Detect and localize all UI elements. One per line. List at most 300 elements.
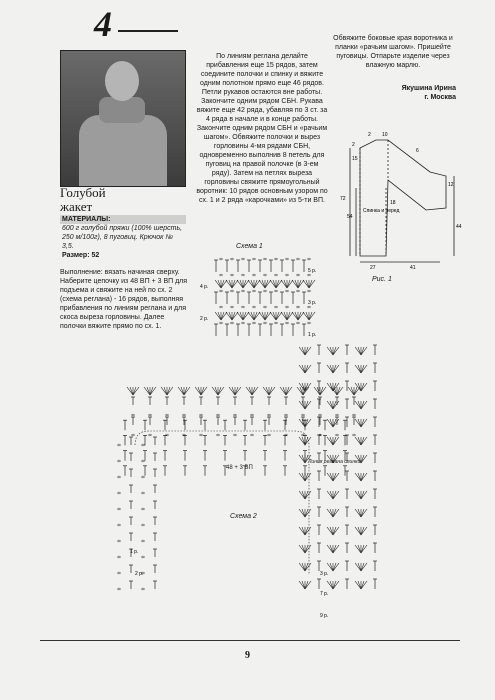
fan-stitch-symbol — [361, 581, 367, 589]
chain-symbol — [242, 274, 245, 276]
fan-stitch-symbol — [167, 387, 173, 395]
page-number: 9 — [245, 650, 250, 661]
fan-stitch-symbol — [305, 347, 311, 355]
fan-stitch-symbol — [198, 387, 201, 395]
fan-stitch-symbol — [358, 563, 361, 571]
chain-symbol — [251, 434, 254, 436]
fan-stitch-symbol — [286, 387, 292, 395]
fan-stitch-symbol — [361, 473, 364, 481]
figure-1-label: Рис. 1 — [372, 276, 392, 283]
fan-stitch-symbol — [306, 312, 309, 320]
chain-symbol — [217, 414, 220, 416]
fan-stitch-symbol — [237, 280, 243, 288]
row-label: 1 р. — [308, 332, 317, 338]
row-label: 3 р. — [320, 571, 329, 577]
chain-symbol — [142, 508, 145, 510]
fan-stitch-symbol — [333, 473, 339, 481]
fan-stitch-symbol — [246, 387, 252, 395]
dim-left-72: 72 — [340, 196, 346, 202]
chain-symbol — [308, 322, 311, 324]
fan-stitch-symbol — [292, 312, 298, 320]
chain-symbol — [285, 414, 288, 416]
materials-heading: МАТЕРИАЛЫ: — [60, 215, 186, 224]
fan-stitch-symbol — [144, 387, 150, 395]
fan-stitch-symbol — [226, 312, 232, 320]
chain-symbol — [166, 414, 169, 416]
fan-stitch-symbol — [305, 365, 311, 373]
fan-stitch-symbol — [248, 280, 254, 288]
fan-stitch-symbol — [295, 280, 298, 288]
fan-stitch-symbol — [305, 509, 308, 517]
fan-stitch-symbol — [333, 401, 339, 409]
scheme-2-chart — [95, 335, 455, 635]
fan-stitch-symbol — [284, 280, 287, 288]
fan-stitch-symbol — [361, 347, 367, 355]
chain-symbol — [142, 556, 145, 558]
chain-symbol — [253, 306, 256, 308]
garment-title: Голубой жакет — [60, 185, 106, 214]
row-label: 1 р. — [130, 549, 139, 555]
fan-stitch-symbol — [305, 563, 311, 571]
chain-symbol — [253, 322, 256, 324]
dim-top-6: 6 — [416, 148, 419, 154]
fan-stitch-symbol — [221, 280, 224, 288]
fan-stitch-symbol — [355, 581, 361, 589]
fan-stitch-symbol — [302, 383, 305, 391]
section-number: 4 — [94, 4, 112, 44]
fan-stitch-symbol — [150, 387, 156, 395]
dim-right-12: 12 — [448, 182, 454, 188]
fan-stitch-symbol — [305, 563, 308, 571]
fan-stitch-symbol — [305, 347, 308, 355]
fan-stitch-symbol — [358, 383, 361, 391]
fan-stitch-symbol — [266, 387, 269, 395]
fan-stitch-symbol — [299, 473, 305, 481]
fan-stitch-symbol — [327, 437, 333, 445]
chain-symbol — [242, 258, 245, 260]
chain-symbol — [264, 290, 267, 292]
fan-stitch-symbol — [361, 491, 367, 499]
fan-stitch-symbol — [299, 491, 305, 499]
fan-stitch-symbol — [327, 365, 333, 373]
fan-stitch-symbol — [133, 387, 139, 395]
fan-stitch-symbol — [333, 509, 336, 517]
dim-left-54: 54 — [347, 214, 353, 220]
raglan-line-label: Линия реглана спинки — [308, 459, 361, 465]
fan-stitch-symbol — [361, 545, 364, 553]
fan-stitch-symbol — [298, 312, 301, 320]
fan-stitch-symbol — [299, 527, 305, 535]
chain-symbol — [308, 290, 311, 292]
fan-stitch-symbol — [252, 387, 258, 395]
chain-symbol — [200, 434, 203, 436]
chain-symbol — [297, 274, 300, 276]
fan-stitch-symbol — [327, 527, 333, 535]
fan-stitch-symbol — [361, 383, 367, 391]
materials-body: 600 г голубой пряжи (100% шерсть, 250 м/100г), 8 пуговиц. Крючок № 3,5. — [62, 225, 183, 250]
fan-stitch-symbol — [305, 581, 311, 589]
fan-stitch-symbol — [181, 387, 184, 395]
chain-symbol — [142, 524, 145, 526]
fan-stitch-symbol — [355, 527, 361, 535]
dim-18: 18 — [390, 200, 396, 206]
fan-stitch-symbol — [330, 545, 333, 553]
chain-symbol — [132, 434, 135, 436]
fan-stitch-symbol — [215, 387, 218, 395]
fan-stitch-symbol — [305, 383, 308, 391]
fan-stitch-symbol — [302, 527, 305, 535]
chain-symbol — [275, 258, 278, 260]
row-label: 7 р. — [320, 591, 329, 597]
fan-stitch-symbol — [330, 383, 333, 391]
dim-left-2: 2 — [352, 142, 355, 148]
fan-stitch-symbol — [361, 365, 367, 373]
chain-symbol — [253, 290, 256, 292]
fan-stitch-symbol — [262, 312, 265, 320]
row-label: 3 р. — [308, 300, 317, 306]
fan-stitch-symbol — [243, 312, 246, 320]
fan-stitch-symbol — [299, 401, 305, 409]
fan-stitch-symbol — [333, 437, 339, 445]
fan-stitch-symbol — [254, 312, 260, 320]
fan-stitch-symbol — [235, 387, 241, 395]
instructions-column-3: Обвяжите боковые края воротника и планки «рачьим шагом». Пришейте пуговицы. Отпарьте изделие через влажную марлю. — [333, 35, 453, 69]
chain-symbol — [118, 460, 121, 462]
photo-body — [79, 115, 167, 187]
chain-symbol — [242, 322, 245, 324]
fan-stitch-symbol — [303, 387, 306, 395]
fan-stitch-symbol — [262, 280, 265, 288]
fan-stitch-symbol — [167, 387, 170, 395]
fan-stitch-symbol — [251, 280, 254, 288]
fan-stitch-symbol — [358, 491, 361, 499]
dim-bottom-41: 41 — [410, 265, 416, 271]
fan-stitch-symbol — [333, 491, 339, 499]
fan-stitch-symbol — [333, 419, 336, 427]
pattern-front-back-label: Спинка и перед — [363, 208, 400, 214]
chain-symbol — [220, 290, 223, 292]
fan-stitch-symbol — [276, 280, 282, 288]
fan-stitch-symbol — [302, 437, 305, 445]
fan-stitch-symbol — [327, 401, 333, 409]
fan-stitch-symbol — [305, 491, 308, 499]
fan-stitch-symbol — [265, 312, 268, 320]
fan-stitch-symbol — [305, 581, 308, 589]
fan-stitch-symbol — [305, 365, 308, 373]
fan-stitch-symbol — [297, 387, 303, 395]
fan-stitch-symbol — [333, 545, 336, 553]
fan-stitch-symbol — [305, 545, 308, 553]
fan-stitch-symbol — [133, 387, 136, 395]
fan-stitch-symbol — [330, 563, 333, 571]
fan-stitch-symbol — [273, 280, 276, 288]
chain-symbol — [336, 414, 339, 416]
fan-stitch-symbol — [305, 473, 308, 481]
fan-stitch-symbol — [305, 473, 311, 481]
fan-stitch-symbol — [355, 437, 361, 445]
fan-stitch-symbol — [302, 509, 305, 517]
chain-symbol — [297, 290, 300, 292]
chain-symbol — [297, 322, 300, 324]
fan-stitch-symbol — [287, 312, 293, 320]
fan-stitch-symbol — [218, 312, 221, 320]
fan-stitch-symbol — [309, 312, 312, 320]
fan-stitch-symbol — [221, 312, 224, 320]
materials-box — [60, 215, 186, 260]
fan-stitch-symbol — [317, 387, 320, 395]
fan-stitch-symbol — [358, 347, 361, 355]
fan-stitch-symbol — [270, 312, 276, 320]
fan-stitch-symbol — [361, 419, 367, 427]
row-label: 9 р. — [320, 613, 329, 619]
fan-stitch-symbol — [235, 387, 238, 395]
fan-stitch-symbol — [269, 387, 275, 395]
fan-stitch-symbol — [218, 280, 221, 288]
fan-stitch-symbol — [327, 581, 333, 589]
chain-symbol — [286, 258, 289, 260]
dim-top-2: 2 — [368, 132, 371, 138]
fan-stitch-symbol — [302, 401, 305, 409]
fan-stitch-symbol — [249, 387, 252, 395]
fan-stitch-symbol — [292, 280, 298, 288]
fan-stitch-symbol — [299, 347, 305, 355]
fan-stitch-symbol — [361, 401, 367, 409]
fan-stitch-symbol — [327, 491, 333, 499]
fan-stitch-symbol — [299, 455, 305, 463]
fan-stitch-symbol — [361, 419, 364, 427]
fan-stitch-symbol — [333, 563, 336, 571]
fan-stitch-symbol — [333, 347, 336, 355]
fan-stitch-symbol — [281, 280, 287, 288]
scheme-1-label: Схема 1 — [236, 243, 263, 250]
chain-symbol — [118, 572, 121, 574]
chain-symbol — [142, 540, 145, 542]
fan-stitch-symbol — [330, 473, 333, 481]
fan-stitch-symbol — [361, 473, 367, 481]
chain-symbol — [217, 434, 220, 436]
fan-stitch-symbol — [280, 387, 286, 395]
fan-stitch-symbol — [276, 312, 282, 320]
fan-stitch-symbol — [333, 401, 336, 409]
fan-stitch-symbol — [232, 387, 235, 395]
fan-stitch-symbol — [355, 491, 361, 499]
chain-symbol — [118, 524, 121, 526]
fan-stitch-symbol — [337, 387, 340, 395]
fan-stitch-symbol — [302, 365, 305, 373]
fan-stitch-symbol — [355, 347, 361, 355]
chain-symbol — [118, 540, 121, 542]
chain-symbol — [220, 322, 223, 324]
fan-stitch-symbol — [330, 437, 333, 445]
chain-symbol — [275, 322, 278, 324]
header-rule — [118, 30, 178, 32]
chain-symbol — [118, 508, 121, 510]
chain-symbol — [234, 434, 237, 436]
fan-stitch-symbol — [248, 312, 254, 320]
chain-symbol — [220, 258, 223, 260]
fan-stitch-symbol — [330, 581, 333, 589]
fan-stitch-symbol — [237, 312, 243, 320]
fan-stitch-symbol — [232, 280, 235, 288]
fan-stitch-symbol — [330, 419, 333, 427]
fan-stitch-symbol — [243, 312, 249, 320]
chain-symbol — [253, 258, 256, 260]
fan-stitch-symbol — [305, 437, 308, 445]
chain-symbol — [149, 434, 152, 436]
chain-symbol — [264, 258, 267, 260]
fan-stitch-symbol — [333, 527, 336, 535]
fan-stitch-symbol — [361, 509, 364, 517]
fan-stitch-symbol — [330, 509, 333, 517]
jacket-photo — [60, 50, 186, 187]
author-city: г. Москва — [424, 94, 456, 101]
fan-stitch-symbol — [127, 387, 133, 395]
chain-symbol — [200, 414, 203, 416]
fan-stitch-symbol — [361, 437, 367, 445]
fan-stitch-symbol — [309, 312, 315, 320]
fan-stitch-symbol — [254, 280, 257, 288]
chain-symbol — [220, 306, 223, 308]
fan-stitch-symbol — [212, 387, 218, 395]
author-name: Якушина Ирина — [401, 85, 456, 92]
fan-stitch-symbol — [309, 280, 315, 288]
fan-stitch-symbol — [361, 581, 364, 589]
dim-top-10: 10 — [382, 132, 388, 138]
fan-stitch-symbol — [305, 527, 308, 535]
fan-stitch-symbol — [150, 387, 153, 395]
fan-stitch-symbol — [305, 509, 311, 517]
fan-stitch-symbol — [333, 365, 336, 373]
fan-stitch-symbol — [265, 280, 268, 288]
chain-symbol — [251, 414, 254, 416]
chain-symbol — [231, 306, 234, 308]
chain-symbol — [264, 322, 267, 324]
fan-stitch-symbol — [218, 387, 221, 395]
fan-stitch-symbol — [218, 387, 224, 395]
chain-symbol — [142, 460, 145, 462]
chain-symbol — [231, 290, 234, 292]
fan-stitch-symbol — [361, 437, 364, 445]
fan-stitch-symbol — [305, 545, 311, 553]
fan-stitch-symbol — [243, 280, 249, 288]
fan-stitch-symbol — [361, 545, 367, 553]
fan-stitch-symbol — [252, 387, 255, 395]
fan-stitch-symbol — [333, 419, 339, 427]
fan-stitch-symbol — [361, 347, 364, 355]
chain-symbol — [308, 258, 311, 260]
fan-stitch-symbol — [330, 527, 333, 535]
chain-count-label: 48 + 3 ВП — [226, 465, 253, 471]
chain-symbol — [286, 290, 289, 292]
fan-stitch-symbol — [358, 473, 361, 481]
row-label: 4 р. — [200, 284, 209, 290]
fan-stitch-symbol — [361, 383, 364, 391]
fan-stitch-symbol — [361, 401, 364, 409]
fan-stitch-symbol — [333, 347, 339, 355]
fan-stitch-symbol — [302, 347, 305, 355]
fan-stitch-symbol — [283, 387, 286, 395]
fan-stitch-symbol — [302, 473, 305, 481]
chain-symbol — [336, 434, 339, 436]
fan-stitch-symbol — [333, 509, 339, 517]
fan-stitch-symbol — [240, 280, 243, 288]
fan-stitch-symbol — [161, 387, 167, 395]
chain-symbol — [268, 414, 271, 416]
row-label: 5 р. — [308, 268, 317, 274]
fan-stitch-symbol — [327, 419, 333, 427]
fan-stitch-symbol — [240, 312, 243, 320]
fan-stitch-symbol — [327, 383, 333, 391]
fan-stitch-symbol — [273, 312, 276, 320]
fan-stitch-symbol — [320, 387, 326, 395]
fan-stitch-symbol — [355, 401, 361, 409]
chain-symbol — [308, 306, 311, 308]
chain-symbol — [220, 274, 223, 276]
fan-stitch-symbol — [281, 312, 287, 320]
chain-symbol — [264, 274, 267, 276]
fan-stitch-symbol — [215, 280, 221, 288]
fan-stitch-symbol — [355, 563, 361, 571]
fan-stitch-symbol — [358, 437, 361, 445]
chain-symbol — [308, 274, 311, 276]
fan-stitch-symbol — [147, 387, 150, 395]
fan-stitch-symbol — [276, 280, 279, 288]
fan-stitch-symbol — [195, 387, 201, 395]
fan-stitch-symbol — [306, 280, 309, 288]
fan-stitch-symbol — [269, 387, 272, 395]
fan-stitch-symbol — [254, 280, 260, 288]
fan-stitch-symbol — [361, 365, 364, 373]
foundation-chain-line — [135, 431, 309, 575]
fan-stitch-symbol — [201, 387, 204, 395]
fan-stitch-symbol — [298, 280, 301, 288]
chain-symbol — [286, 306, 289, 308]
fan-stitch-symbol — [355, 365, 361, 373]
chain-symbol — [297, 306, 300, 308]
chain-symbol — [268, 434, 271, 436]
materials-size: Размер: 52 — [62, 252, 100, 259]
fan-stitch-symbol — [333, 491, 336, 499]
fan-stitch-symbol — [215, 312, 221, 320]
chain-symbol — [231, 274, 234, 276]
chain-symbol — [275, 306, 278, 308]
chain-symbol — [275, 290, 278, 292]
fan-stitch-symbol — [287, 280, 290, 288]
fan-stitch-symbol — [358, 419, 361, 427]
fan-stitch-symbol — [303, 280, 309, 288]
fan-stitch-symbol — [333, 581, 336, 589]
fan-stitch-symbol — [333, 581, 339, 589]
fan-stitch-symbol — [178, 387, 184, 395]
fan-stitch-symbol — [327, 509, 333, 517]
fan-stitch-symbol — [355, 545, 361, 553]
fan-stitch-symbol — [286, 387, 289, 395]
fan-stitch-symbol — [270, 280, 276, 288]
fan-stitch-symbol — [229, 387, 235, 395]
fan-stitch-symbol — [243, 280, 246, 288]
scheme-1-chart — [200, 252, 320, 342]
fan-stitch-symbol — [333, 437, 336, 445]
fan-stitch-symbol — [330, 365, 333, 373]
fan-stitch-symbol — [305, 401, 308, 409]
fan-stitch-symbol — [355, 419, 361, 427]
chain-symbol — [242, 306, 245, 308]
fan-stitch-symbol — [361, 563, 367, 571]
fan-stitch-symbol — [201, 387, 207, 395]
fan-stitch-symbol — [330, 491, 333, 499]
row-label: 2 р. — [200, 316, 209, 322]
fan-stitch-symbol — [302, 491, 305, 499]
